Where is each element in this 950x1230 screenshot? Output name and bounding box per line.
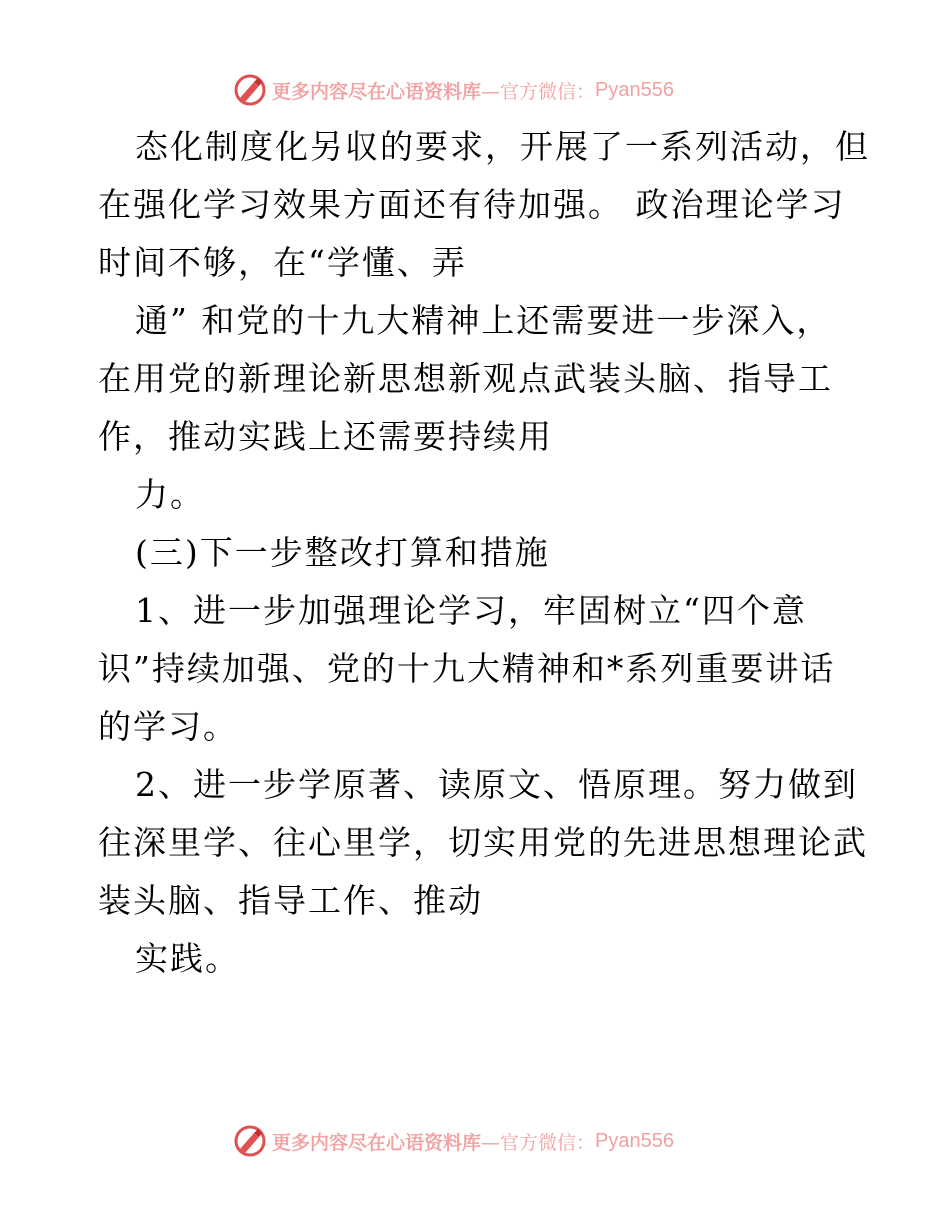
body-line: 的学习。 [98, 707, 238, 746]
footer-watermark [232, 1123, 674, 1159]
body-line: 作，推动实践上还需要持续用 [98, 417, 553, 456]
watermark-wechat-id: Pyan556 [595, 78, 674, 101]
pen-logo-icon [232, 1123, 268, 1159]
body-line: 装头脑、指导工作、推动 [98, 881, 483, 920]
body-line: 实践。 [135, 939, 240, 978]
body-line: 在强化学习效果方面还有待加强。 政治理论学习 [98, 185, 846, 224]
body-line: 1、进一步加强理论学习，牢固树立“四个意 [135, 591, 807, 630]
watermark-wechat-id: Pyan556 [595, 1129, 674, 1152]
body-line: 通” 和党的十九大精神上还需要进一步深入， [135, 301, 832, 340]
watermark-text: 更多内容尽在心语资料库 [272, 80, 482, 103]
body-line: 往深里学、往心里学，切实用党的先进思想理论武 [98, 823, 868, 862]
body-line: 力。 [135, 475, 205, 514]
header-watermark [232, 72, 674, 108]
body-line: 时间不够，在“学懂、弄 [98, 243, 467, 282]
section-heading: (三)下一步整改打算和措施 [135, 533, 550, 572]
pen-logo-icon [232, 72, 268, 108]
body-line: 2、进一步学原著、读原文、悟原理。努力做到 [135, 765, 858, 804]
body-line: 态化制度化另収的要求，开展了一系列活动，但 [135, 127, 870, 166]
body-line: 在用党的新理论新思想新观点武装头脑、指导工 [98, 359, 833, 398]
watermark-suffix: —官方微信： [481, 1131, 596, 1154]
body-line: 识”持续加强、党的十九大精神和*系列重要讲话 [98, 649, 836, 688]
watermark-text: 更多内容尽在心语资料库 [272, 1131, 482, 1154]
watermark-suffix: —官方微信： [481, 80, 596, 103]
